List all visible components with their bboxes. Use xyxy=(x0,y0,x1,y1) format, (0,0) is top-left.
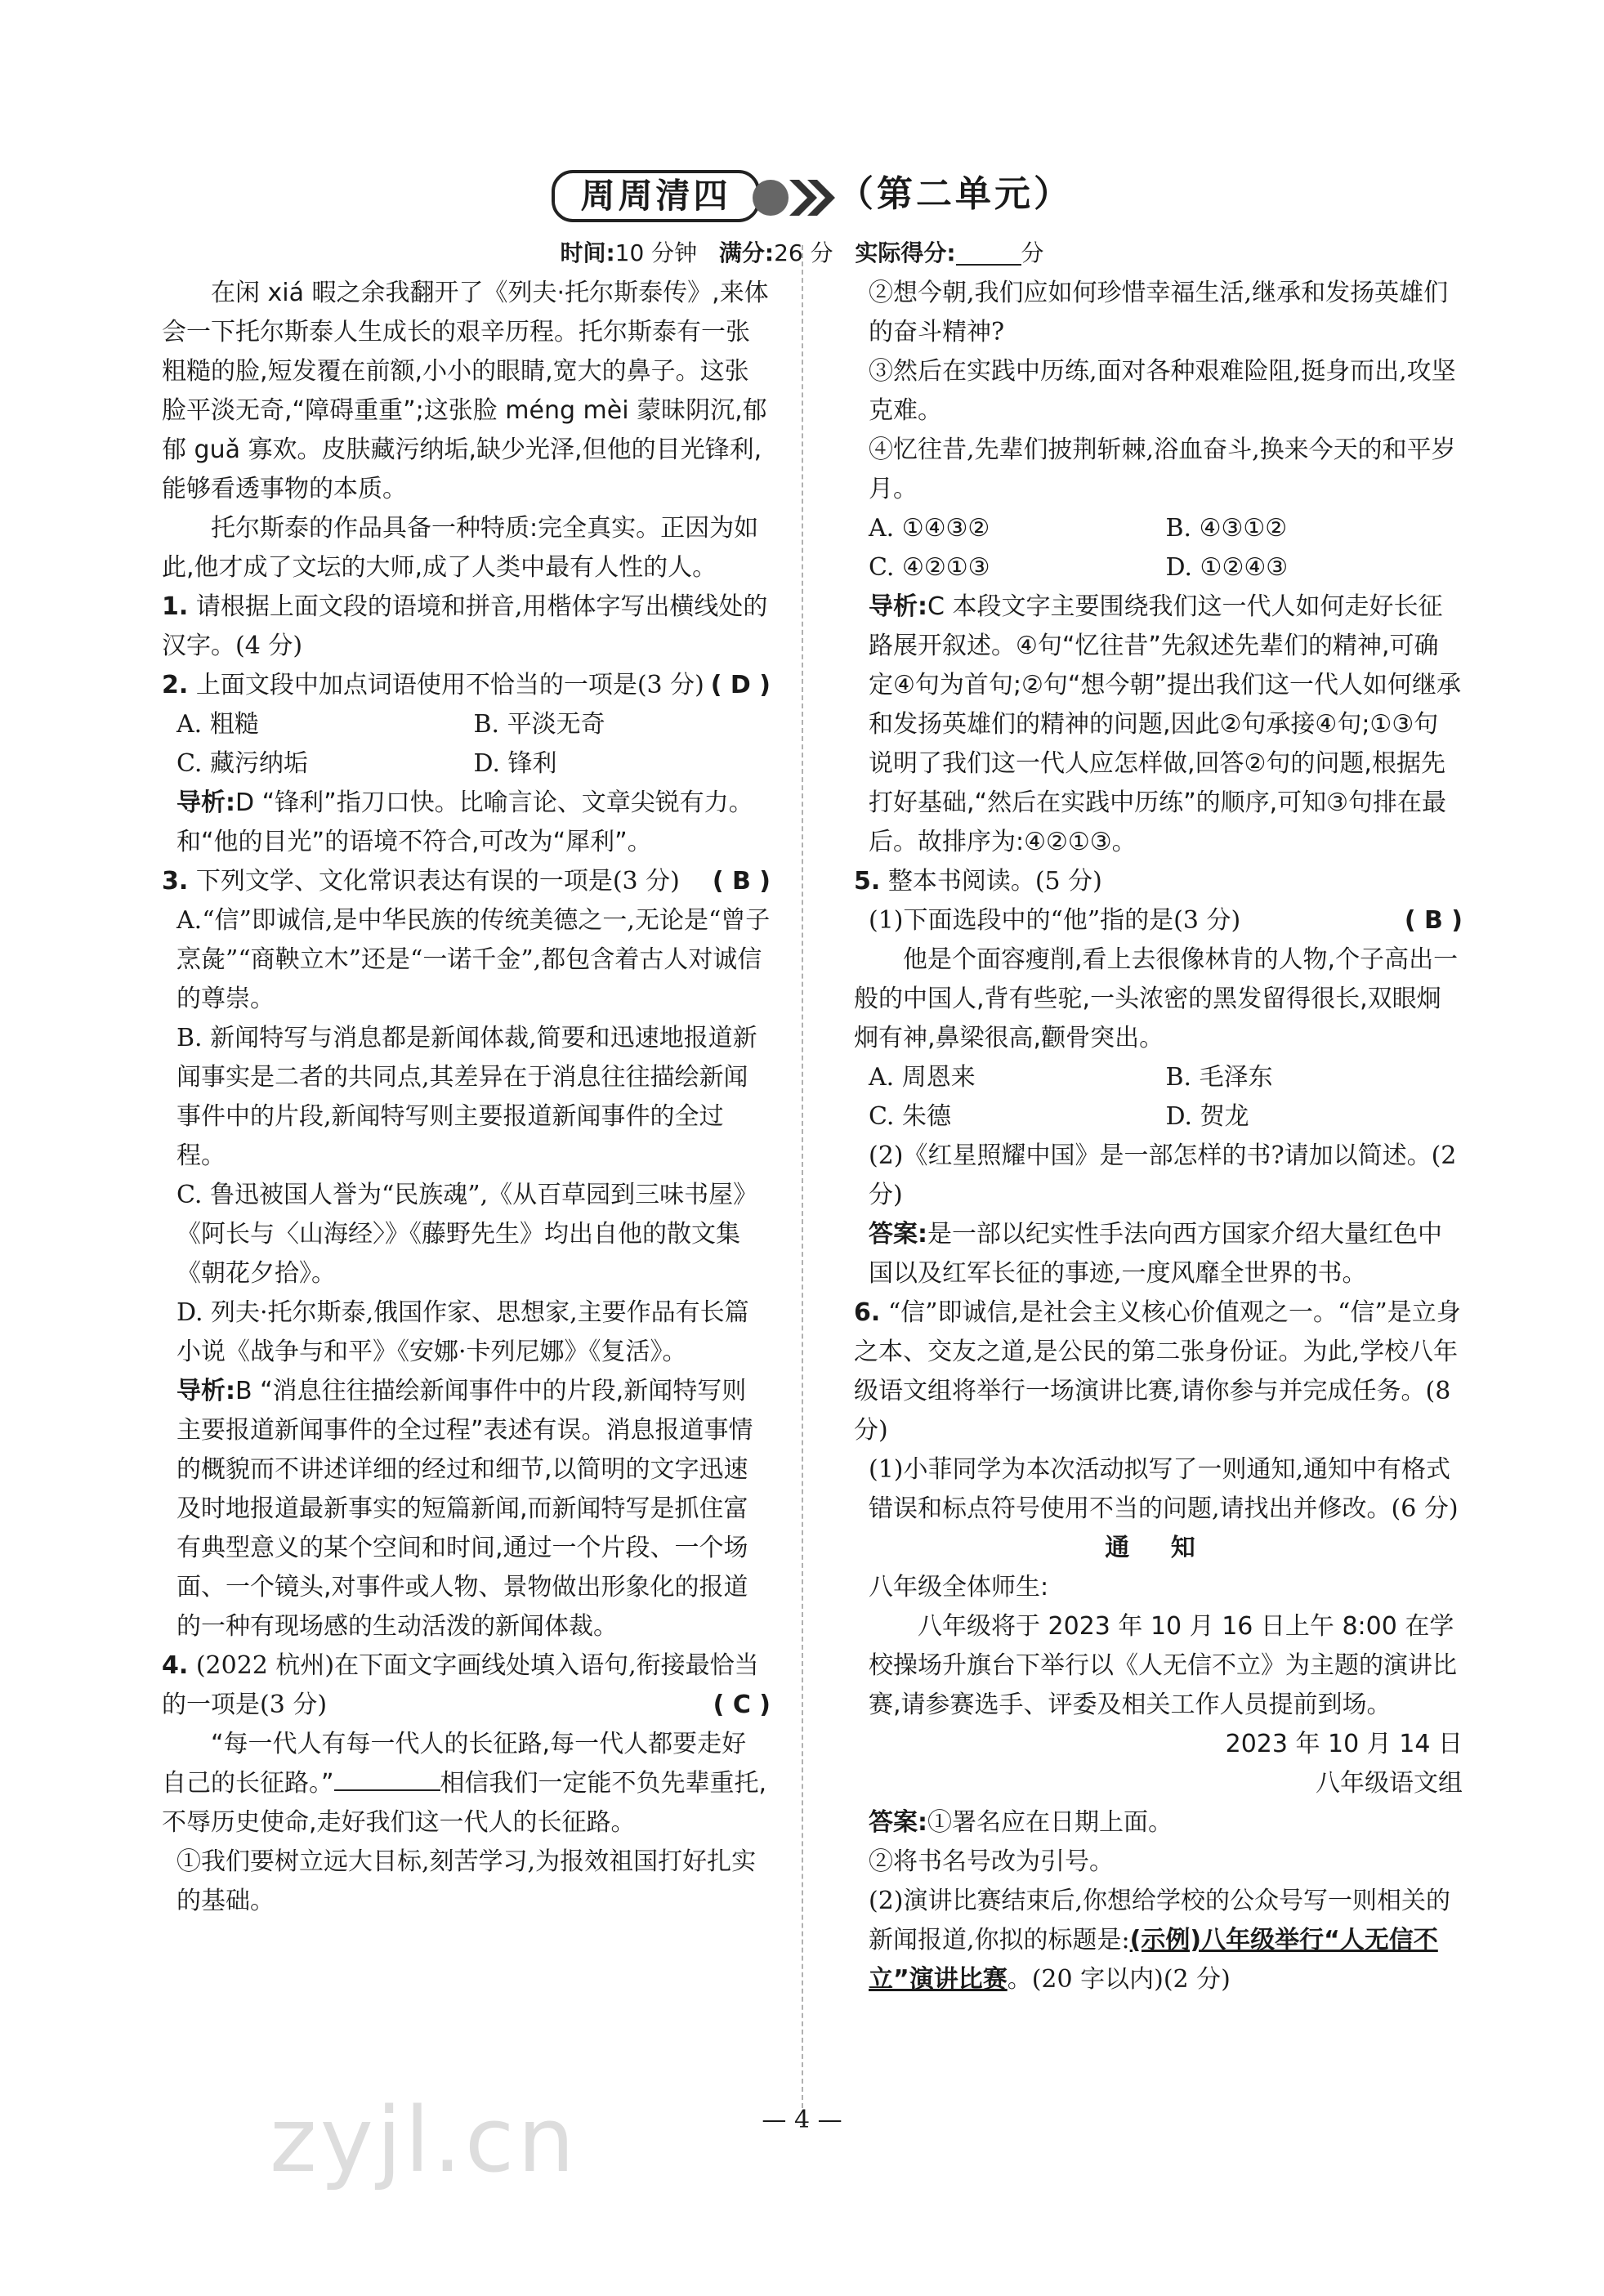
q3-guide xyxy=(162,1372,771,1646)
option-a: A. 周恩来 xyxy=(869,1063,976,1092)
question-text: 上面文段中加点词语使用不恰当的一项是(3 分) xyxy=(195,671,704,699)
actual-score-label: 实际得分: xyxy=(855,239,956,266)
option-d: D. 锋利 xyxy=(473,749,557,778)
score-label: 满分: xyxy=(718,239,775,266)
option-d: D. ①②④③ xyxy=(1165,553,1289,582)
answer-line-2: ②将书名号改为引号。 xyxy=(869,1847,1114,1876)
option-a: A. ①④③② xyxy=(869,514,990,543)
question-5 xyxy=(854,862,1463,901)
passage-paragraph-2: 托尔斯泰的作品具备一种特质:完全真实。正因为如此,他才成了文坛的大师,成了人类中最有人性的人。 xyxy=(162,514,759,582)
question-text: 下列文学、文化常识表达有误的一项是(3 分) xyxy=(195,867,680,896)
option-b: B. 毛泽东 xyxy=(1165,1063,1273,1092)
notice-date: 2023 年 10 月 14 日 xyxy=(1225,1730,1463,1758)
time-label: 时间: xyxy=(560,239,615,266)
option-b: B. ④③①② xyxy=(1165,514,1288,543)
q5-excerpt: 他是个面容瘦削,看上去很像林肯的人物,个子高出一般的中国人,背有些驼,一头浓密的黑发留得很长,双眼炯炯有神,鼻梁很高,颧骨突出。 xyxy=(854,945,1459,1052)
watermark-logo: zyjl.cn xyxy=(270,2088,579,2192)
question-text: 整本书阅读。(5 分) xyxy=(887,867,1102,896)
column-divider xyxy=(802,245,803,2108)
answer-line-1: ①署名应在日期上面。 xyxy=(927,1808,1173,1837)
answer-text: 是一部以纪实性手法向西方国家介绍大量红色中国以及红军长征的事迹,一度风靡全世界的书。 xyxy=(869,1220,1442,1288)
left-column xyxy=(162,274,771,1921)
notice-title: 通 知 xyxy=(1105,1534,1212,1562)
q2-options xyxy=(162,705,771,784)
answer-bracket: ( B ) xyxy=(1404,906,1463,935)
question-number: 3. xyxy=(162,867,189,896)
question-2 xyxy=(162,666,771,705)
headline-answer: (示例)八年级举行“人无信不立”演讲比赛 xyxy=(869,1926,1438,1994)
score-value: 26 分 xyxy=(774,239,833,266)
quote-part-a: “每一代人有每一代人的长征路,每一代人都要走好自己的长征路。” xyxy=(162,1730,747,1798)
question-number: 2. xyxy=(162,671,189,699)
question-number: 5. xyxy=(854,867,881,896)
answer-label: 答案: xyxy=(869,1808,927,1837)
question-number: 6. xyxy=(854,1298,881,1327)
fill-blank-line[interactable] xyxy=(334,1770,440,1791)
q4-sentence-4: ④忆往昔,先辈们披荆斩棘,浴血奋斗,换来今天的和平岁月。 xyxy=(869,436,1456,503)
guide-label: 导析: xyxy=(176,1377,235,1405)
question-3 xyxy=(162,862,771,901)
question-text: 请根据上面文段的语境和拼音,用楷体字写出横线处的汉字。(4 分) xyxy=(162,592,768,660)
q4-quote xyxy=(162,1725,771,1843)
answer-bracket: ( C ) xyxy=(713,1691,771,1719)
option-c: C. 藏污纳垢 xyxy=(176,749,308,778)
unit-title: （第二单元） xyxy=(838,173,1073,215)
guide-text: C 本段文字主要围绕我们这一代人如何走好长征路展开叙述。④句“忆往昔”先叙述先辈们的精神,可确定④句为首句;②句“想今朝”提出我们这一代人如何继承和发扬英雄们的精神的问题,因此②句承接④句;①③句说明了我们这一代人应怎样做,回答②句的问题,根据先打好基础,“然后在实践中历练”的顺序,可知③句排在最后。故排序为:④②①③。 xyxy=(869,592,1461,856)
question-text: “信”即诚信,是社会主义核心价值观之一。“信”是立身之本、交友之道,是公民的第二张身份证。为此,学校八年级语文组将举行一场演讲比赛,请你参与并完成任务。(8 分) xyxy=(854,1298,1461,1445)
right-column xyxy=(854,274,1463,1999)
actual-score-unit: 分 xyxy=(1021,239,1044,266)
option-c: C. 鲁迅被国人誉为“民族魂”,《从百草园到三味书屋》《阿长与〈山海经〉》《藤野先生》均出自他的散文集《朝花夕拾》。 xyxy=(176,1181,758,1288)
quote-part-b: 相信我们一定能不负先辈重托,不辱历史使命,走好我们这一代人的长征路。 xyxy=(162,1769,767,1837)
option-c: C. ④②①③ xyxy=(869,553,990,582)
page-header xyxy=(0,163,1604,229)
q5-options xyxy=(854,1058,1463,1137)
guide-label: 导析: xyxy=(869,592,927,621)
time-value: 10 分钟 xyxy=(614,239,698,266)
q4-options xyxy=(854,509,1463,587)
q5-answer xyxy=(854,1215,1463,1293)
question-number: 4. xyxy=(162,1651,189,1680)
q6-sub-1: (1)小菲同学为本次活动拟写了一则通知,通知中有格式错误和标点符号使用不当的问题,请找出并修改。(6 分) xyxy=(869,1455,1459,1523)
q6-sub-2 xyxy=(854,1882,1463,1999)
question-6 xyxy=(854,1293,1463,1450)
notice-body: 八年级将于 2023 年 10 月 16 日上午 8:00 在学校操场升旗台下举行以《人无信不立》为主题的演讲比赛,请参赛选手、评委及相关工作人员提前到场。 xyxy=(869,1612,1457,1719)
question-number: 1. xyxy=(162,592,189,621)
notice-recipient: 八年级全体师生: xyxy=(869,1573,1049,1601)
q4-sentence-2: ②想今朝,我们应如何珍惜幸福生活,继承和发扬英雄们的奋斗精神? xyxy=(869,279,1449,346)
option-c: C. 朱德 xyxy=(869,1102,951,1131)
option-a: A.“信”即诚信,是中华民族的传统美德之一,无论是“曾子烹彘”“商鞅立木”还是“一诺千金”,都包含着古人对诚信的尊崇。 xyxy=(176,906,771,1013)
option-d: D. 列夫·托尔斯泰,俄国作家、思想家,主要作品有长篇小说《战争与和平》《安娜·卡列尼娜》《复活》。 xyxy=(176,1298,749,1366)
option-b: B. 平淡无奇 xyxy=(473,710,605,739)
guide-text: D “锋利”指刀口快。比喻言论、文章尖锐有力。和“他的目光”的语境不符合,可改为“犀利”。 xyxy=(176,788,753,856)
sub-question-text: (2)演讲比赛结束后,你想给学校的公众号写一则相关的新闻报道,你拟的标题是: xyxy=(869,1887,1451,1954)
q5-sub-1 xyxy=(854,901,1463,940)
q4-sentence-3: ③然后在实践中历练,面对各种艰难险阻,挺身而出,攻坚克难。 xyxy=(869,357,1456,425)
section-title: 周周清四 xyxy=(552,170,760,222)
passage-paragraph-1: 在闲 xiá 暇之余我翻开了《列夫·托尔斯泰传》,来体会一下托尔斯泰人生成长的艰辛历程。托尔斯泰有一张粗糙的脸,短发覆在前额,小小的眼睛,宽大的鼻子。这张脸平淡无奇,“障碍重重”;这张脸 méng mèi 蒙昧阴沉,郁郁 guǎ 寡欢。皮肤藏污纳垢,缺少光泽,但他的目光锋利,能够看透事物的本质。 xyxy=(162,279,769,503)
sub-question-text: (1)下面选段中的“他”指的是(3 分) xyxy=(869,906,1241,935)
actual-score-blank[interactable] xyxy=(956,243,1021,266)
answer-label: 答案: xyxy=(869,1220,927,1249)
question-4 xyxy=(162,1646,771,1725)
q2-guide xyxy=(162,784,771,862)
q4-sentence-1: ①我们要树立远大目标,刻苦学习,为报效祖国打好扎实的基础。 xyxy=(176,1847,757,1915)
answer-bracket: ( B ) xyxy=(712,867,771,896)
guide-label: 导析: xyxy=(176,788,235,817)
q6-answer xyxy=(854,1803,1463,1843)
double-chevron-icon xyxy=(750,173,840,222)
sub-question-tail: 。(20 字以内)(2 分) xyxy=(1007,1965,1231,1994)
q4-guide xyxy=(854,587,1463,862)
q5-sub-2: (2)《红星照耀中国》是一部怎样的书?请加以简述。(2 分) xyxy=(869,1141,1457,1209)
answer-bracket: ( D ) xyxy=(710,671,771,699)
option-d: D. 贺龙 xyxy=(1165,1102,1249,1131)
option-b: B. 新闻特写与消息都是新闻体裁,简要和迅速地报道新闻事实是二者的共同点,其差异在于消息往往描绘新闻事件中的片段,新闻特写则主要报道新闻事件的全过程。 xyxy=(176,1024,757,1170)
option-a: A. 粗糙 xyxy=(176,710,259,739)
guide-text: B “消息往往描绘新闻事件中的片段,新闻特写则主要报道新闻事件的全过程”表述有误。消息报道事情的概貌而不讲述详细的经过和细节,以简明的文字迅速及时地报道最新事实的短篇新闻,而新闻特写是抓住富有典型意义的某个空间和时间,通过一个片段、一个场面、一个镜头,对事件或人物、景物做出形象化的报道的一种有现场感的生动活泼的新闻体裁。 xyxy=(176,1377,753,1641)
notice-signature: 八年级语文组 xyxy=(1316,1769,1463,1798)
page-number: — 4 — xyxy=(762,2106,842,2134)
question-1 xyxy=(162,587,771,666)
question-text: (2022 杭州)在下面文字画线处填入语句,衔接最恰当的一项是(3 分) xyxy=(162,1651,759,1719)
